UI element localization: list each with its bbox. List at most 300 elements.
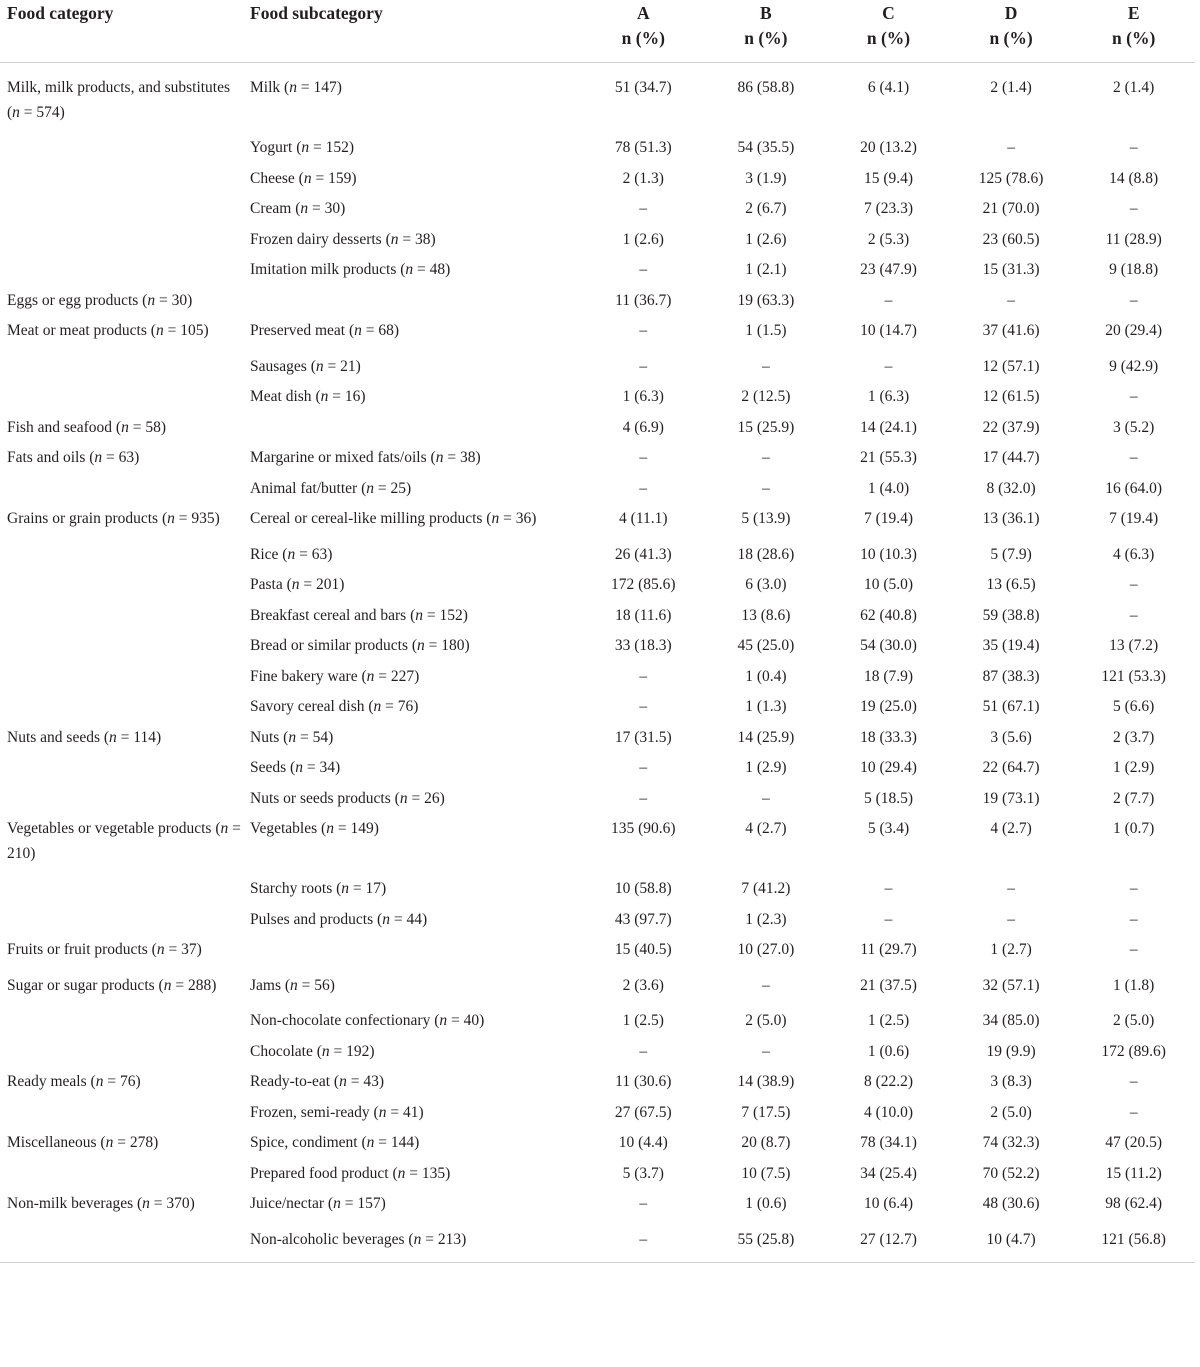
category-cell xyxy=(0,784,243,815)
value-cell-a: 33 (18.3) xyxy=(614,637,672,654)
table-row xyxy=(0,662,1195,693)
value-cell-a: – xyxy=(639,322,648,339)
category-cell xyxy=(0,753,243,784)
value-cell-e: – xyxy=(1129,880,1138,897)
subcategory-cell xyxy=(243,286,582,317)
table-row xyxy=(0,443,1195,474)
category-cell: Sugar or sugar products (n = 288) xyxy=(7,976,217,994)
header-letter: E xyxy=(1127,3,1140,23)
value-cell-a: 1 (2.5) xyxy=(622,1012,664,1029)
value-cell-b: 2 (5.0) xyxy=(745,1012,787,1029)
table-row xyxy=(0,194,1195,225)
category-cell xyxy=(0,692,243,723)
table-row xyxy=(0,1098,1195,1129)
category-count: 63 xyxy=(118,449,135,466)
category-cell: Milk, milk products, and substitutes (n = 574) xyxy=(7,79,231,121)
table-row xyxy=(0,63,1195,134)
subcategory-cell: Juice/nectar (n = 157) xyxy=(250,1195,386,1212)
value-cell-b: 1 (0.4) xyxy=(745,667,787,685)
subcategory-count: 38 xyxy=(415,230,431,248)
table-row xyxy=(0,874,1195,905)
subcategory-count: 21 xyxy=(340,357,356,375)
value-cell-d: 48 (30.6) xyxy=(982,1195,1040,1212)
header-unit: n (%) xyxy=(744,28,788,48)
value-cell-b: 10 (7.5) xyxy=(741,1164,791,1182)
subcategory-label: Chocolate xyxy=(250,1042,313,1060)
subcategory-cell: Breakfast cereal and bars (n = 152) xyxy=(250,606,468,624)
table-row xyxy=(0,1067,1195,1098)
subcategory-label: Spice, condiment xyxy=(250,1134,358,1151)
subcategory-cell: Vegetables (n = 149) xyxy=(250,820,379,837)
category-label: Fish and seafood xyxy=(7,418,113,436)
value-cell-b: 1 (1.5) xyxy=(745,322,787,339)
subcategory-cell: Yogurt (n = 152) xyxy=(250,139,355,156)
value-cell-c: – xyxy=(884,910,893,928)
value-cell-e: 20 (29.4) xyxy=(1105,322,1163,339)
subcategory-count: 16 xyxy=(344,388,361,405)
value-cell-d: 3 (5.6) xyxy=(990,728,1032,746)
category-count: 288 xyxy=(187,976,212,994)
table-row xyxy=(0,225,1195,256)
value-cell-e: 121 (53.3) xyxy=(1101,667,1166,685)
value-cell-a: 4 (6.9) xyxy=(622,418,664,436)
value-cell-d: 21 (70.0) xyxy=(982,200,1040,217)
value-cell-b: 7 (17.5) xyxy=(741,1103,791,1121)
subcategory-count: 157 xyxy=(357,1195,381,1212)
subcategory-cell: Margarine or mixed fats/oils (n = 38) xyxy=(250,449,481,466)
category-cell: Eggs or egg products (n = 30) xyxy=(7,291,193,309)
subcategory-cell: Non-alcoholic beverages (n = 213) xyxy=(243,1225,582,1263)
value-cell-c: 1 (0.6) xyxy=(867,1042,910,1060)
value-cell-c: – xyxy=(884,291,893,309)
value-cell-e: 47 (20.5) xyxy=(1105,1134,1163,1151)
value-cell-d: 22 (37.9) xyxy=(982,418,1040,436)
subcategory-label: Nuts or seeds products xyxy=(250,789,391,807)
value-cell-e: 2 (3.7) xyxy=(1113,728,1155,746)
subcategory-count: 76 xyxy=(397,698,414,715)
subcategory-label: Cheese xyxy=(250,169,295,187)
value-cell-c: 21 (37.5) xyxy=(860,976,917,994)
value-cell-c: – xyxy=(884,357,893,375)
value-cell-a: – xyxy=(639,449,648,466)
subcategory-cell: Bread or similar products (n = 180) xyxy=(250,637,470,654)
subcategory-cell: Prepared food product (n = 135) xyxy=(250,1164,451,1182)
value-cell-c: 6 (4.1) xyxy=(867,79,910,96)
table-row xyxy=(0,504,1195,540)
value-cell-a: – xyxy=(639,200,648,217)
value-cell-d: 12 (61.5) xyxy=(982,388,1040,405)
subcategory-cell: Non-chocolate confectionary (n = 40) xyxy=(250,1012,485,1029)
value-cell-e: 5 (6.6) xyxy=(1113,698,1155,715)
subcategory-count: 63 xyxy=(311,545,328,563)
subcategory-cell: Imitation milk products (n = 48) xyxy=(250,261,451,278)
value-cell-e: 3 (5.2) xyxy=(1113,418,1155,436)
subcategory-label: Vegetables xyxy=(250,820,318,837)
subcategory-label: Breakfast cereal and bars xyxy=(250,606,407,624)
value-cell-c: 5 (18.5) xyxy=(863,789,914,807)
value-cell-a: 78 (51.3) xyxy=(614,139,672,156)
subcategory-label: Ready-to-eat xyxy=(250,1073,331,1090)
value-cell-b: 55 (25.8) xyxy=(705,1225,828,1263)
value-cell-d: 51 (67.1) xyxy=(982,698,1040,715)
category-count: 30 xyxy=(171,291,188,309)
table-row xyxy=(0,905,1195,936)
value-cell-e: 14 (8.8) xyxy=(1109,169,1159,187)
subcategory-label: Non-chocolate confectionary xyxy=(250,1012,431,1029)
category-label: Nuts and seeds xyxy=(7,728,100,746)
subcategory-label: Meat dish xyxy=(250,388,312,405)
value-cell-e: 172 (89.6) xyxy=(1101,1042,1166,1060)
value-cell-d: 2 (5.0) xyxy=(990,1103,1032,1121)
value-cell-c: 14 (24.1) xyxy=(860,418,917,436)
category-count: 37 xyxy=(181,941,197,958)
category-count: 105 xyxy=(180,322,204,339)
category-cell: Miscellaneous (n = 278) xyxy=(7,1134,159,1151)
header-unit: n (%) xyxy=(866,28,911,48)
table-row xyxy=(0,474,1195,505)
header-unit: n (%) xyxy=(989,28,1033,48)
value-cell-a: 1 (6.3) xyxy=(622,388,664,405)
subcategory-cell: Starchy roots (n = 17) xyxy=(250,880,387,897)
table-row xyxy=(0,692,1195,723)
category-cell xyxy=(0,382,243,413)
category-count: 574 xyxy=(36,103,60,121)
value-cell-c: 10 (14.7) xyxy=(860,322,917,339)
value-cell-d: 59 (38.8) xyxy=(982,606,1040,624)
value-cell-b: – xyxy=(762,789,770,807)
value-cell-b: 15 (25.9) xyxy=(737,418,795,436)
table-row xyxy=(0,1189,1195,1225)
subcategory-cell: Nuts (n = 54) xyxy=(250,728,334,746)
category-cell: Grains or grain products (n = 935) xyxy=(7,510,220,527)
subcategory-cell: Chocolate (n = 192) xyxy=(250,1042,375,1060)
subcategory-count: 135 xyxy=(421,1164,446,1182)
subcategory-count: 68 xyxy=(378,322,394,339)
value-cell-d: 8 (32.0) xyxy=(986,479,1036,497)
value-cell-d: 23 (60.5) xyxy=(982,230,1040,248)
category-label: Fruits or fruit products xyxy=(7,941,148,958)
value-cell-c: 2 (5.3) xyxy=(867,230,910,248)
value-cell-b: 2 (6.7) xyxy=(745,200,787,217)
category-cell xyxy=(0,352,243,383)
subcategory-cell: Milk (n = 147) xyxy=(250,79,342,96)
value-cell-b: 13 (8.6) xyxy=(741,606,791,624)
value-cell-a: – xyxy=(639,357,648,375)
value-cell-a: 17 (31.5) xyxy=(614,728,672,746)
subcategory-cell: Animal fat/butter (n = 25) xyxy=(250,479,412,497)
category-label: Meat or meat products xyxy=(7,322,147,339)
value-cell-a: 11 (36.7) xyxy=(615,291,672,309)
value-cell-e: 2 (7.7) xyxy=(1113,789,1155,807)
subcategory-cell: Meat dish (n = 16) xyxy=(250,388,366,405)
value-cell-a: – xyxy=(639,667,648,685)
subcategory-cell: Fine bakery ware (n = 227) xyxy=(250,667,420,685)
subcategory-label: Seeds xyxy=(250,759,287,776)
value-cell-a: – xyxy=(639,789,648,807)
value-cell-a: 10 (58.8) xyxy=(614,880,672,897)
category-cell xyxy=(0,1098,243,1129)
value-cell-d: 70 (52.2) xyxy=(982,1164,1040,1182)
value-cell-e: 13 (7.2) xyxy=(1109,637,1159,654)
subcategory-label: Preserved meat xyxy=(250,322,346,339)
subcategory-count: 38 xyxy=(459,449,476,466)
subcategory-label: Pulses and products xyxy=(250,910,374,928)
table-row xyxy=(0,164,1195,195)
table-row xyxy=(0,1225,1195,1263)
subcategory-label: Cream xyxy=(250,200,292,217)
value-cell-e: 2 (5.0) xyxy=(1113,1012,1155,1029)
subcategory-count: 44 xyxy=(406,910,422,928)
category-cell xyxy=(0,1225,243,1263)
value-cell-d: 4 (2.7) xyxy=(990,820,1032,837)
value-cell-b: 1 (2.9) xyxy=(745,759,787,776)
subcategory-label: Prepared food product xyxy=(250,1164,389,1182)
value-cell-c: 10 (6.4) xyxy=(863,1195,914,1212)
value-cell-d: – xyxy=(1007,139,1015,156)
table-row xyxy=(0,753,1195,784)
value-cell-d: 13 (6.5) xyxy=(986,576,1036,593)
subcategory-label: Imitation milk products xyxy=(250,261,397,278)
subcategory-label: Margarine or mixed fats/oils xyxy=(250,449,427,466)
table-row xyxy=(0,316,1195,352)
value-cell-e: 11 (28.9) xyxy=(1105,230,1162,248)
value-cell-b: 54 (35.5) xyxy=(737,139,795,156)
value-cell-e: 7 (19.4) xyxy=(1109,510,1159,527)
category-label: Fats and oils xyxy=(7,449,86,466)
category-cell xyxy=(0,662,243,693)
subcategory-label: Frozen dairy desserts xyxy=(250,230,382,248)
category-count: 210 xyxy=(7,844,31,862)
value-cell-c: 4 (10.0) xyxy=(863,1103,914,1121)
table-header-row xyxy=(0,0,1195,63)
subcategory-label: Sausages xyxy=(250,357,307,375)
value-cell-a: 135 (90.6) xyxy=(611,820,676,837)
header-unit: n (%) xyxy=(621,28,665,48)
subcategory-count: 40 xyxy=(463,1012,480,1029)
category-cell xyxy=(0,225,243,256)
subcategory-cell: Spice, condiment (n = 144) xyxy=(250,1134,420,1151)
subcategory-label: Cereal or cereal-like milling products xyxy=(250,510,483,527)
value-cell-c: 7 (23.3) xyxy=(863,200,914,217)
subcategory-cell: Pasta (n = 201) xyxy=(250,576,345,593)
subcategory-cell: Cereal or cereal-like milling products (n = 36) xyxy=(250,510,537,527)
category-cell: Vegetables or vegetable products (n = 210) xyxy=(7,820,241,862)
value-cell-e: – xyxy=(1129,606,1138,624)
value-cell-d: 22 (64.7) xyxy=(982,759,1040,776)
subcategory-label: Fine bakery ware xyxy=(250,667,358,685)
table-row xyxy=(0,1037,1195,1068)
subcategory-label: Frozen, semi-ready xyxy=(250,1103,370,1121)
value-cell-d: – xyxy=(1007,910,1015,928)
value-cell-a: 10 (4.4) xyxy=(618,1134,668,1151)
subcategory-cell: Sausages (n = 21) xyxy=(250,357,361,375)
value-cell-b: 1 (2.6) xyxy=(745,230,787,248)
header-letter: D xyxy=(1004,3,1018,23)
value-cell-a: 15 (40.5) xyxy=(614,941,672,958)
category-cell xyxy=(0,631,243,662)
category-label: Milk, milk products, and substitutes xyxy=(7,79,231,96)
value-cell-e: – xyxy=(1129,388,1138,405)
subcategory-count: 227 xyxy=(390,667,415,685)
value-cell-c: 1 (6.3) xyxy=(867,388,910,405)
subcategory-count: 201 xyxy=(316,576,340,593)
header-letter: C xyxy=(882,3,895,23)
header-col-e xyxy=(1072,0,1195,63)
value-cell-b: 1 (2.3) xyxy=(745,910,787,928)
value-cell-c: 8 (22.2) xyxy=(863,1073,914,1090)
subcategory-cell: Savory cereal dish (n = 76) xyxy=(250,698,419,715)
value-cell-b: 14 (25.9) xyxy=(737,728,795,746)
subcategory-label: Yogurt xyxy=(250,139,293,156)
category-cell xyxy=(0,194,243,225)
value-cell-d: 10 (4.7) xyxy=(950,1225,1073,1263)
value-cell-b: 1 (1.3) xyxy=(745,698,787,715)
value-cell-b: 86 (58.8) xyxy=(737,79,795,96)
value-cell-a: 18 (11.6) xyxy=(615,606,672,624)
header-letter: A xyxy=(636,3,650,23)
value-cell-b: 14 (38.9) xyxy=(737,1073,795,1090)
value-cell-a: 4 (11.1) xyxy=(619,510,668,527)
category-label: Sugar or sugar products xyxy=(7,976,155,994)
table-row xyxy=(0,1128,1195,1159)
table-row xyxy=(0,601,1195,632)
value-cell-c: 11 (29.7) xyxy=(860,941,917,958)
value-cell-a: – xyxy=(639,1195,648,1212)
value-cell-b: 19 (63.3) xyxy=(737,291,795,309)
value-cell-c: 78 (34.1) xyxy=(860,1134,917,1151)
subcategory-label: Savory cereal dish xyxy=(250,698,365,715)
subcategory-cell xyxy=(243,935,582,971)
value-cell-c: 1 (4.0) xyxy=(867,479,910,497)
subcategory-count: 34 xyxy=(319,759,335,776)
category-cell xyxy=(0,164,243,195)
category-label: Ready meals xyxy=(7,1073,87,1090)
value-cell-e: 1 (1.8) xyxy=(1113,976,1155,994)
subcategory-count: 41 xyxy=(402,1103,419,1121)
value-cell-c: 54 (30.0) xyxy=(860,637,917,654)
subcategory-label: Animal fat/butter xyxy=(250,479,358,497)
table-row xyxy=(0,413,1195,444)
table-row xyxy=(0,382,1195,413)
header-unit: n (%) xyxy=(1112,28,1156,48)
value-cell-c: 27 (12.7) xyxy=(827,1225,950,1263)
value-cell-e: 121 (56.8) xyxy=(1072,1225,1195,1263)
category-cell xyxy=(0,1037,243,1068)
value-cell-c: 34 (25.4) xyxy=(860,1164,917,1182)
table-row xyxy=(0,255,1195,286)
value-cell-e: 2 (1.4) xyxy=(1113,79,1155,96)
value-cell-c: 21 (55.3) xyxy=(860,449,917,466)
subcategory-count: 144 xyxy=(390,1134,415,1151)
value-cell-c: 18 (33.3) xyxy=(860,728,917,746)
value-cell-b: – xyxy=(762,357,770,375)
value-cell-e: 1 (0.7) xyxy=(1113,820,1155,837)
subcategory-cell: Rice (n = 63) xyxy=(250,545,333,563)
category-cell: Meat or meat products (n = 105) xyxy=(7,322,209,339)
value-cell-c: 15 (9.4) xyxy=(863,169,914,187)
value-cell-d: 5 (7.9) xyxy=(990,545,1032,563)
value-cell-c: 18 (7.9) xyxy=(863,667,914,685)
category-count: 76 xyxy=(119,1073,136,1090)
subcategory-label: Milk xyxy=(250,79,281,96)
value-cell-e: 15 (11.2) xyxy=(1105,1164,1162,1182)
category-cell xyxy=(0,905,243,936)
value-cell-c: – xyxy=(884,880,893,897)
table-row xyxy=(0,286,1195,317)
category-label: Miscellaneous xyxy=(7,1134,97,1151)
value-cell-d: 15 (31.3) xyxy=(982,261,1040,278)
value-cell-d: 13 (36.1) xyxy=(982,510,1040,527)
subcategory-count: 48 xyxy=(429,261,446,278)
category-cell: Ready meals (n = 76) xyxy=(7,1073,141,1090)
subcategory-count: 152 xyxy=(325,139,349,156)
subcategory-cell: Seeds (n = 34) xyxy=(250,759,341,776)
value-cell-a: 2 (1.3) xyxy=(622,169,664,187)
value-cell-d: 35 (19.4) xyxy=(982,637,1040,654)
subcategory-count: 192 xyxy=(346,1042,370,1060)
header-col-a xyxy=(582,0,705,63)
value-cell-e: – xyxy=(1129,449,1138,466)
value-cell-e: – xyxy=(1129,200,1138,217)
value-cell-d: 1 (2.7) xyxy=(990,941,1032,958)
header-col-c xyxy=(827,0,950,63)
table-row xyxy=(0,814,1195,874)
value-cell-b: 4 (2.7) xyxy=(745,820,787,837)
category-cell xyxy=(0,255,243,286)
subcategory-count: 149 xyxy=(350,820,374,837)
value-cell-a: 2 (3.6) xyxy=(622,976,664,994)
value-cell-d: 19 (73.1) xyxy=(982,789,1040,807)
category-cell xyxy=(0,474,243,505)
category-cell xyxy=(0,540,243,571)
table-row xyxy=(0,1006,1195,1037)
subcategory-label: Juice/nectar xyxy=(250,1195,325,1212)
table-row xyxy=(0,723,1195,754)
value-cell-b: 3 (1.9) xyxy=(745,169,787,187)
category-cell xyxy=(0,874,243,905)
subcategory-label: Jams xyxy=(250,976,281,994)
value-cell-a: 11 (30.6) xyxy=(615,1073,672,1090)
header-food-category: Food category xyxy=(0,0,243,63)
subcategory-label: Bread or similar products xyxy=(250,637,408,654)
value-cell-b: 20 (8.7) xyxy=(741,1134,791,1151)
subcategory-label: Nuts xyxy=(250,728,280,746)
value-cell-b: 45 (25.0) xyxy=(737,637,795,654)
subcategory-cell: Frozen dairy desserts (n = 38) xyxy=(250,230,436,248)
subcategory-cell: Frozen, semi-ready (n = 41) xyxy=(250,1103,424,1121)
category-count: 935 xyxy=(191,510,215,527)
category-cell xyxy=(0,1159,243,1190)
value-cell-d: 19 (9.9) xyxy=(986,1042,1036,1060)
value-cell-e: – xyxy=(1129,1103,1138,1121)
value-cell-c: 23 (47.9) xyxy=(860,261,917,278)
subcategory-cell xyxy=(243,413,582,444)
subcategory-count: 56 xyxy=(314,976,330,994)
value-cell-d: 34 (85.0) xyxy=(982,1012,1040,1029)
subcategory-count: 159 xyxy=(328,169,352,187)
value-cell-d: – xyxy=(1007,291,1015,309)
subcategory-count: 152 xyxy=(439,606,463,624)
value-cell-c: 19 (25.0) xyxy=(860,698,917,715)
value-cell-b: – xyxy=(762,976,770,994)
value-cell-b: 1 (0.6) xyxy=(745,1195,787,1212)
value-cell-e: – xyxy=(1129,941,1138,958)
category-cell: Nuts and seeds (n = 114) xyxy=(7,728,162,746)
value-cell-a: 51 (34.7) xyxy=(614,79,672,96)
table-row xyxy=(0,631,1195,662)
subcategory-count: 25 xyxy=(390,479,406,497)
value-cell-e: – xyxy=(1129,1073,1138,1090)
